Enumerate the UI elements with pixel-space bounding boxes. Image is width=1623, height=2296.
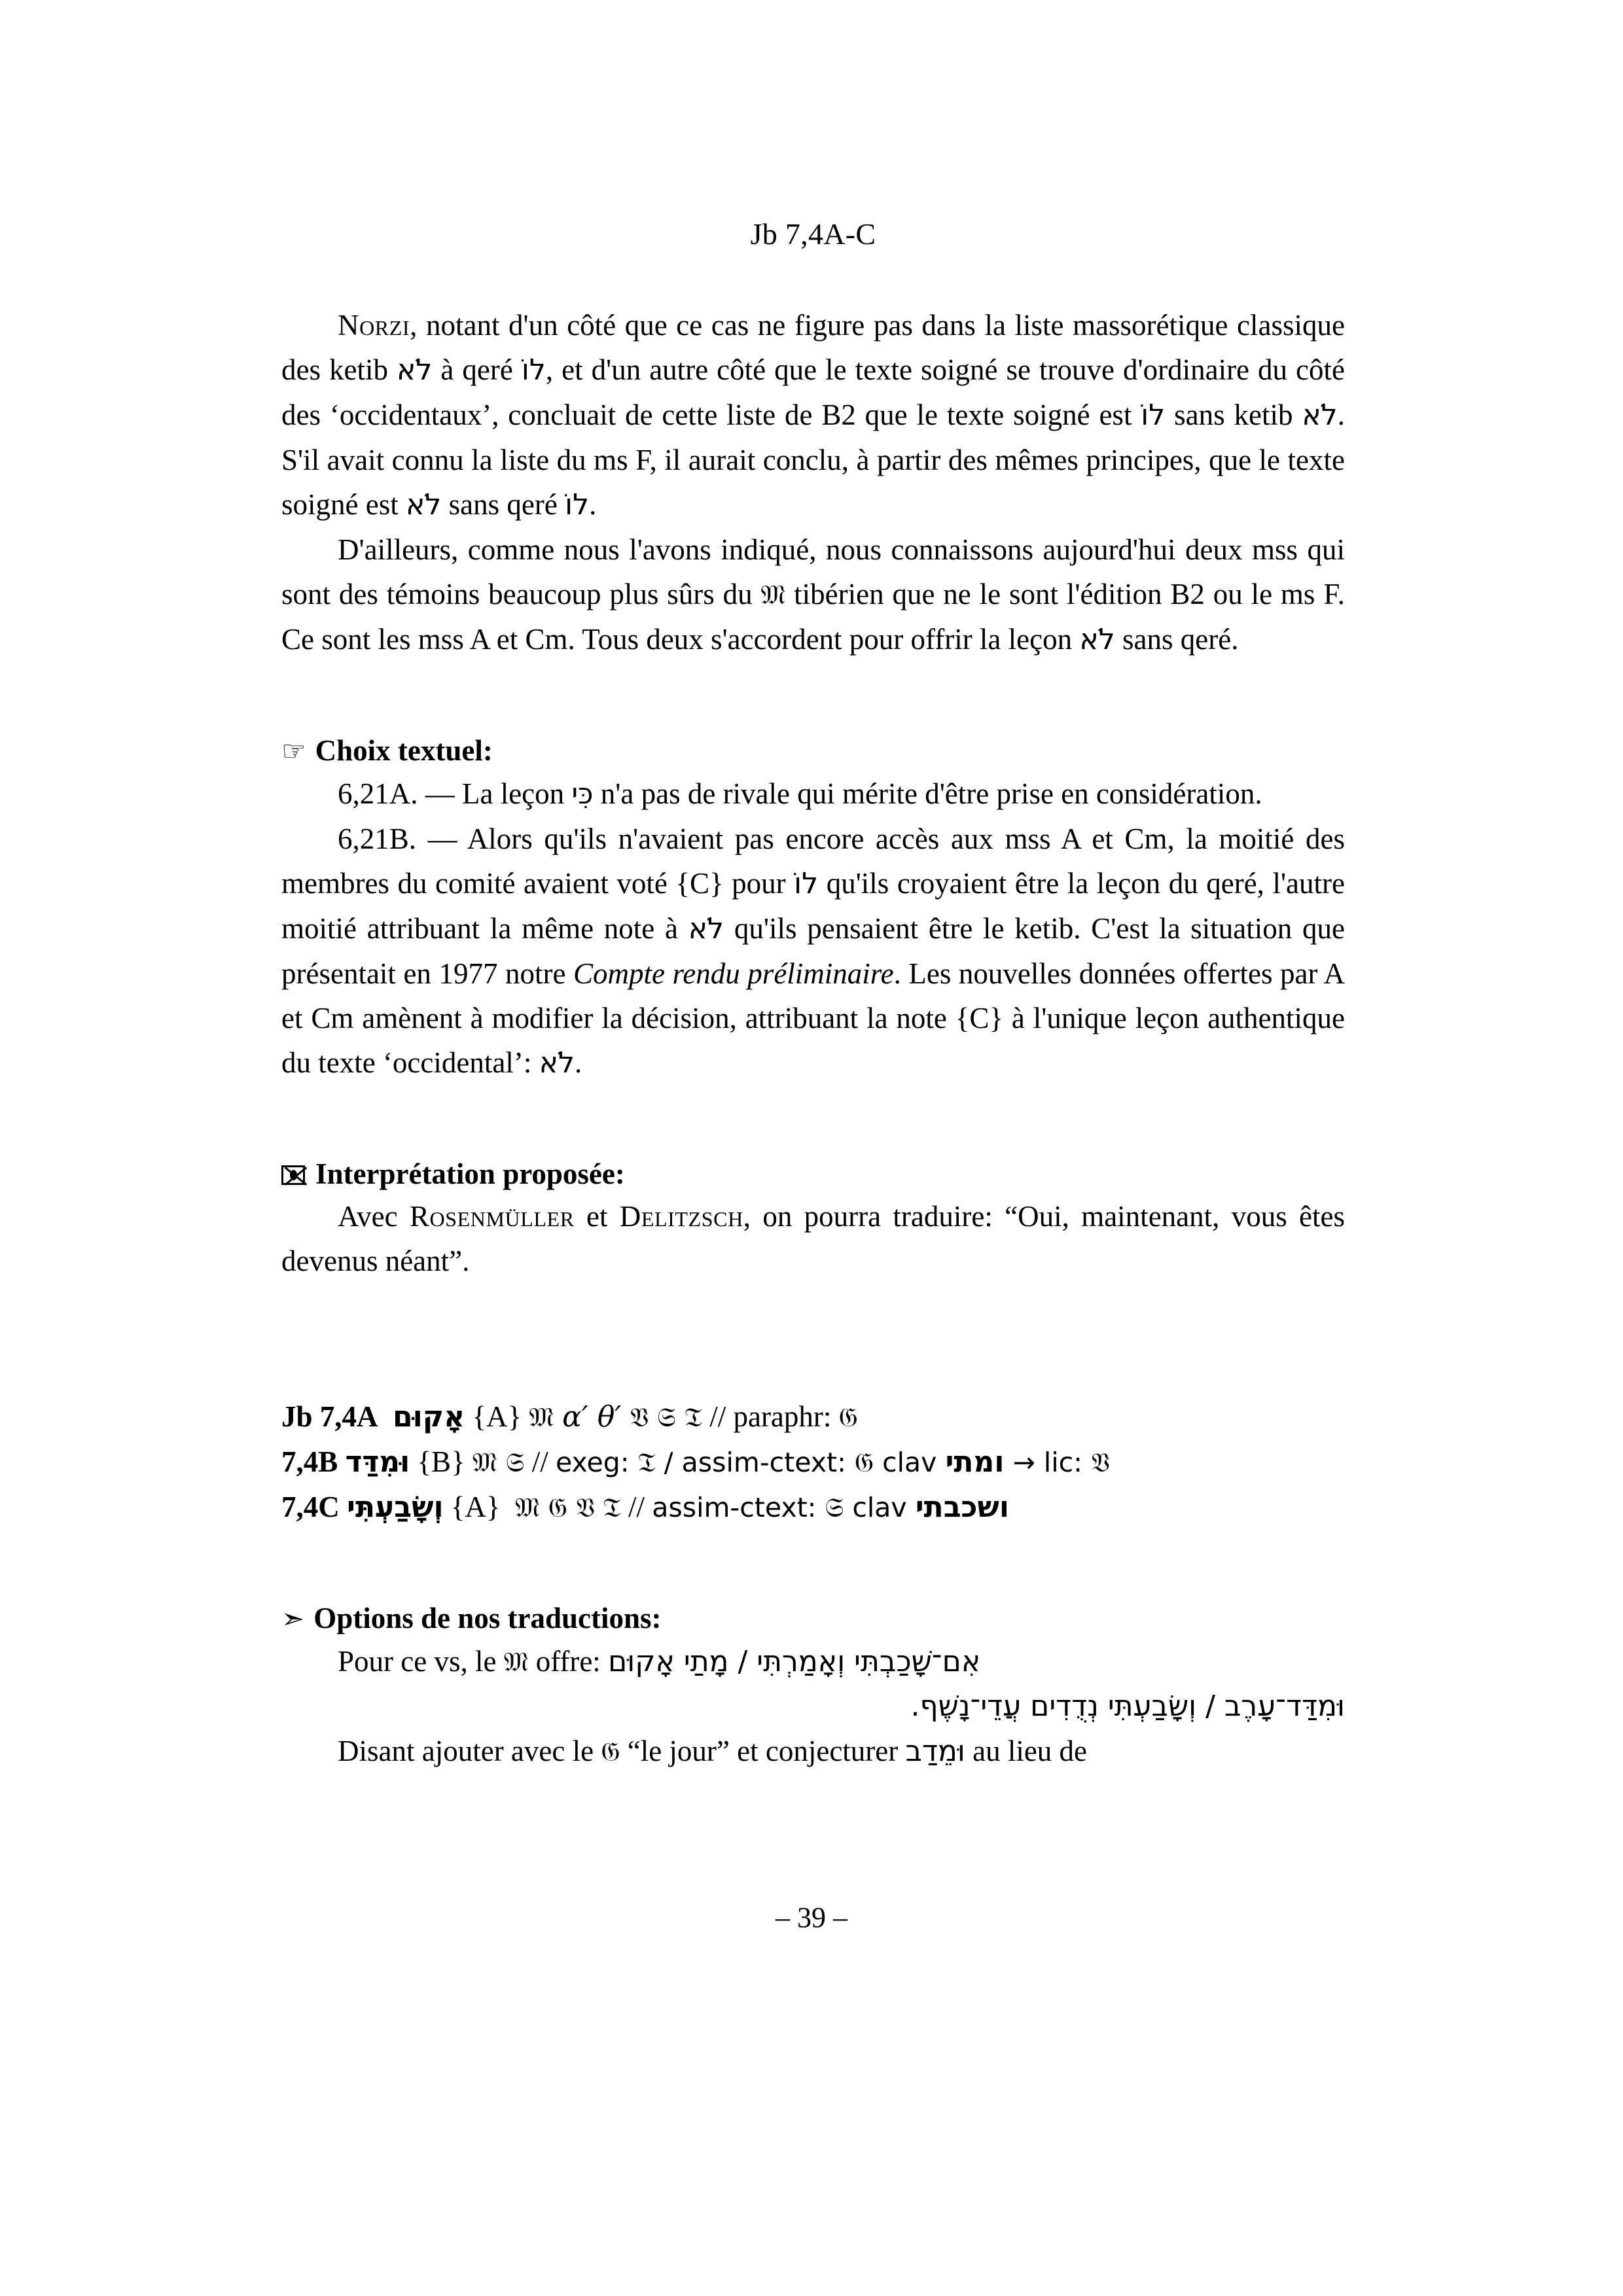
paragraph-norzi bbox=[281, 303, 1345, 527]
text-fragment: sans ketib bbox=[1165, 398, 1302, 432]
text-fragment: “le jour” et conjecturer bbox=[620, 1735, 906, 1768]
spacer bbox=[281, 662, 1345, 700]
hebrew-quote-line-1: אִם־שָׁכַבְתִּי וְאָמַרְתִּי / מָתַי אָקוּם bbox=[608, 1645, 981, 1679]
hebrew-word-lo-6: לוֹ bbox=[565, 488, 590, 522]
apparatus-ref: 7,4C bbox=[281, 1491, 340, 1524]
apparatus-note-hebrew: ושכבתי bbox=[915, 1491, 1009, 1525]
spacer bbox=[281, 1086, 1345, 1123]
hebrew-conjecture-umedab: וּמֵדַב bbox=[905, 1735, 965, 1769]
apparatus-greek-versions: α′ θ′ bbox=[562, 1400, 622, 1434]
section-heading-choix-textuel bbox=[281, 730, 1345, 771]
apparatus-rating: {B} bbox=[417, 1445, 465, 1479]
section-heading-options bbox=[281, 1598, 1345, 1639]
apparatus-rating: {A} bbox=[472, 1400, 522, 1434]
text-fragment: , notant d'un côté que ce cas ne figure pas dans la liste massorétique classique des ketib bbox=[281, 309, 1345, 387]
text-fragment: . bbox=[575, 1046, 582, 1080]
running-head: Jb 7,4A-C bbox=[750, 217, 876, 251]
hebrew-word-lo-4: לֹא bbox=[1302, 398, 1338, 433]
text-fragment: . Les nouvelles données offertes par A et Cm amènent à modifier la décision, attribuant la note {C} à l'unique leçon authentique du texte ‘occidental’: bbox=[281, 957, 1345, 1080]
apparatus-witnesses-2: 𝔙 𝔖 𝔗 bbox=[621, 1402, 702, 1434]
critical-apparatus bbox=[281, 1394, 1345, 1530]
apparatus-lemma: וּמִדַּד bbox=[345, 1445, 410, 1479]
envelope-icon bbox=[281, 1165, 305, 1185]
text-fragment: n'a pas de rivale qui mérite d'être prise en considération. bbox=[593, 777, 1262, 811]
hebrew-word-lo-3: לוֹ bbox=[1141, 398, 1166, 433]
hebrew-word-lo-qere-b: לוֹ bbox=[794, 867, 819, 901]
apparatus-entry-b bbox=[281, 1439, 1345, 1485]
text-fragment: sans qeré bbox=[441, 488, 565, 521]
apparatus-separator: // bbox=[702, 1400, 734, 1434]
hebrew-word-lo-5: לֹא bbox=[405, 488, 442, 522]
section-heading-label: Choix textuel: bbox=[315, 734, 493, 768]
text-fragment: sans qeré. bbox=[1115, 623, 1239, 656]
apparatus-tail: → lic: 𝔙 bbox=[1004, 1447, 1110, 1479]
section-heading-interpretation bbox=[281, 1154, 1345, 1194]
author-name-delitzsch: Delitzsch bbox=[619, 1200, 743, 1233]
siglum-septuagint: 𝔊 bbox=[601, 1736, 620, 1768]
paragraph-621a bbox=[281, 771, 1345, 817]
text-fragment: offre: bbox=[528, 1645, 609, 1678]
text-fragment: qu'ils croyaient être la leçon du qeré, l'autre moitié attribuant la même note à bbox=[281, 867, 1345, 945]
apparatus-separator: // bbox=[524, 1445, 556, 1479]
apparatus-rating: {A} bbox=[450, 1491, 501, 1524]
text-fragment: D'ailleurs, comme nous l'avons indiqué, nous connaissons aujourd'hui deux mss qui sont des témoins beaucoup plus sûrs du bbox=[281, 533, 1345, 611]
apparatus-lemma: וְשָׂבַעְתִּי bbox=[347, 1491, 444, 1525]
text-fragment: . S'il avait connu la liste du ms F, il aurait conclu, à partir des mêmes principes, que le texte soigné est bbox=[281, 398, 1345, 521]
apparatus-separator: // bbox=[620, 1491, 652, 1524]
hebrew-word-lo-ketib-b: לֹא bbox=[688, 912, 724, 946]
apparatus-witnesses: 𝔐 bbox=[529, 1402, 563, 1434]
hebrew-quote-line-2: וּמִדַּד־עָרֶב / וְשָׂבַעְתִּי נְדֻדִים עֲדֵי־נָשֶׁף. bbox=[910, 1689, 1345, 1723]
hebrew-word-lo-ketib: לֹא bbox=[396, 353, 433, 387]
page-number: – 39 – bbox=[776, 1901, 847, 1934]
arrow-pointer-icon: ➣ bbox=[281, 1602, 305, 1635]
hebrew-word-lo-7: לֹא bbox=[1079, 623, 1115, 657]
text-fragment: qu'ils pensaient être le ketib. C'est la situation que présentait en 1977 notre bbox=[281, 912, 1345, 991]
text-fragment: Disant ajouter avec le bbox=[338, 1735, 601, 1768]
text-fragment: tibérien que ne le sont l'édition B2 ou le ms F. Ce sont les mss A et Cm. Tous deux s'accordent pour offrir la leçon bbox=[281, 578, 1345, 656]
text-fragment: , et d'un autre côté que le texte soigné se trouve d'ordinaire du côté des ‘occidentaux’, concluait de cette liste de B2 que le texte soigné est bbox=[281, 353, 1345, 432]
apparatus-note-hebrew: ומתי bbox=[945, 1445, 1005, 1479]
text-fragment: Pour ce vs, le bbox=[338, 1645, 504, 1678]
section-heading-label: Options de nos traductions: bbox=[313, 1602, 662, 1635]
section-heading-label: Interprétation proposée: bbox=[315, 1157, 625, 1191]
paragraph-options-m-offre bbox=[281, 1639, 1345, 1684]
siglum-masoretic: 𝔐 bbox=[503, 1646, 529, 1678]
hebrew-word-lo-final: לֹא bbox=[539, 1046, 575, 1080]
page-content bbox=[281, 216, 1345, 1774]
hebrew-word-lo-qere: לוֹ bbox=[521, 353, 546, 387]
apparatus-entry-a bbox=[281, 1394, 1345, 1439]
apparatus-note: paraphr: bbox=[733, 1400, 839, 1434]
apparatus-note: exeg: 𝔗 / assim-ctext: 𝔊 clav bbox=[555, 1447, 946, 1479]
text-fragment: Avec bbox=[338, 1200, 410, 1233]
apparatus-ref: Jb 7,4A bbox=[281, 1400, 378, 1434]
paragraph-621b bbox=[281, 817, 1345, 1086]
text-fragment: 6,21A. — La leçon bbox=[338, 777, 572, 811]
paragraph-dailleurs bbox=[281, 527, 1345, 662]
hebrew-word-ki: כִּי bbox=[571, 777, 594, 811]
text-fragment: . bbox=[589, 488, 597, 521]
text-fragment: 6,21B. — Alors qu'ils n'avaient pas encore accès aux mss A et Cm, la moitié des membres du comité avaient voté {C} pour bbox=[281, 822, 1345, 900]
siglum-masoretic: 𝔐 bbox=[760, 579, 786, 611]
spacer bbox=[281, 1530, 1345, 1568]
paragraph-disant-ajouter bbox=[281, 1729, 1345, 1774]
apparatus-ref: 7,4B bbox=[281, 1445, 338, 1479]
spacer bbox=[281, 1356, 1345, 1394]
paragraph-interpretation bbox=[281, 1194, 1345, 1283]
apparatus-lemma: אָקוּם bbox=[393, 1400, 465, 1434]
work-title-compte-rendu: Compte rendu préliminaire bbox=[573, 957, 894, 991]
apparatus-witnesses: 𝔐 𝔊 𝔙 𝔗 bbox=[515, 1492, 621, 1524]
author-name-rosenmuller: Rosenmüller bbox=[409, 1200, 575, 1233]
pointing-hand-icon: ☞ bbox=[281, 735, 306, 768]
text-fragment: au lieu de bbox=[965, 1735, 1088, 1768]
apparatus-witnesses: 𝔐 𝔖 bbox=[472, 1447, 525, 1479]
apparatus-entry-c bbox=[281, 1485, 1345, 1530]
text-fragment: et bbox=[574, 1200, 620, 1233]
apparatus-note-siglum: 𝔊 bbox=[838, 1402, 858, 1434]
spacer bbox=[281, 1283, 1345, 1356]
text-fragment: , on pourra traduire: “Oui, maintenant, vous êtes devenus néant”. bbox=[281, 1200, 1345, 1278]
apparatus-note: assim-ctext: 𝔖 clav bbox=[652, 1492, 916, 1524]
author-name-norzi: Norzi bbox=[338, 309, 410, 342]
text-fragment: à qeré bbox=[432, 353, 522, 387]
